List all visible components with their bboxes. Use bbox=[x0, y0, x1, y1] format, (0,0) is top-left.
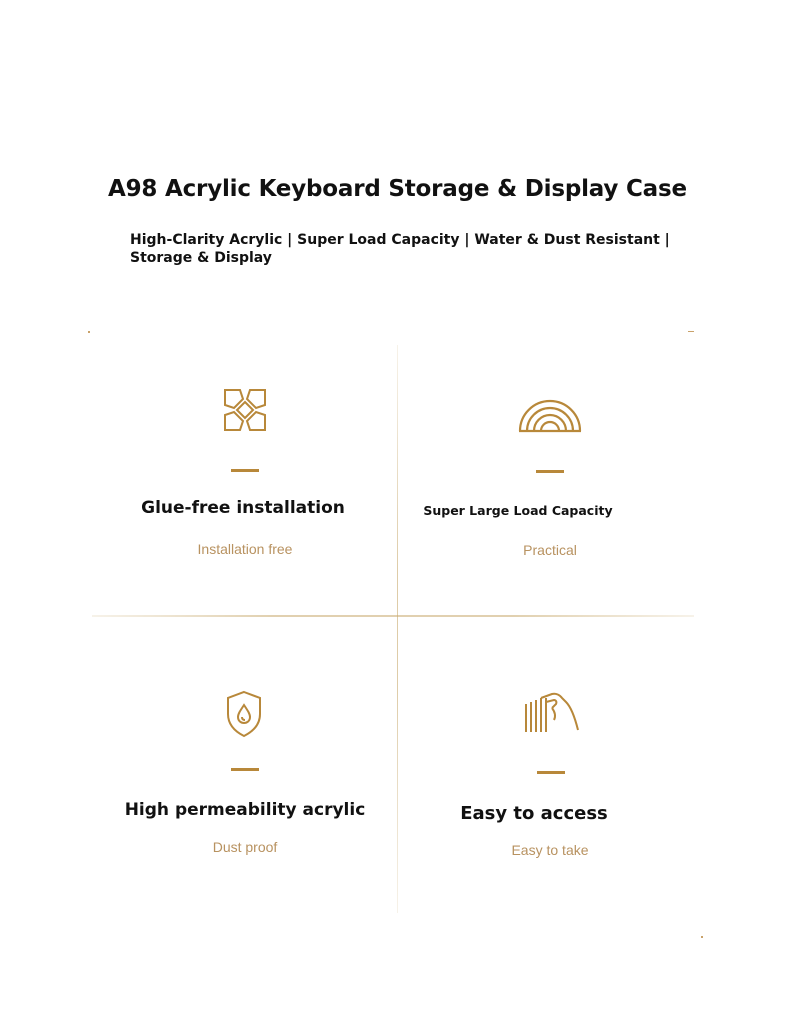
feature-title: Glue-free installation bbox=[141, 498, 345, 518]
feature-accent-bar bbox=[536, 470, 564, 473]
corner-mark bbox=[701, 936, 703, 938]
feature-title: High permeability acrylic bbox=[124, 800, 366, 820]
page-title: A98 Acrylic Keyboard Storage & Display Case bbox=[108, 176, 687, 202]
vertical-divider bbox=[397, 345, 398, 913]
horizontal-divider bbox=[92, 615, 694, 617]
feature-subtitle: Easy to take bbox=[511, 842, 589, 858]
feature-subtitle: Dust proof bbox=[212, 839, 278, 855]
feature-title: Super Large Load Capacity bbox=[423, 503, 613, 518]
four-tiles-icon bbox=[222, 387, 268, 437]
feature-accent-bar bbox=[231, 469, 259, 472]
hand-grab-icon bbox=[522, 690, 582, 738]
feature-accent-bar bbox=[231, 768, 259, 771]
feature-subtitle: Installation free bbox=[197, 541, 293, 557]
feature-title: Easy to access bbox=[460, 803, 608, 824]
feature-accent-bar bbox=[537, 771, 565, 774]
shield-drop-icon bbox=[226, 690, 262, 742]
feature-subtitle: Practical bbox=[523, 542, 577, 558]
corner-mark bbox=[88, 331, 90, 333]
arch-rings-icon bbox=[518, 397, 582, 437]
page-subtitle: High-Clarity Acrylic | Super Load Capacity | Water & Dust Resistant | Storage & Display bbox=[130, 232, 670, 266]
corner-mark bbox=[688, 331, 694, 332]
